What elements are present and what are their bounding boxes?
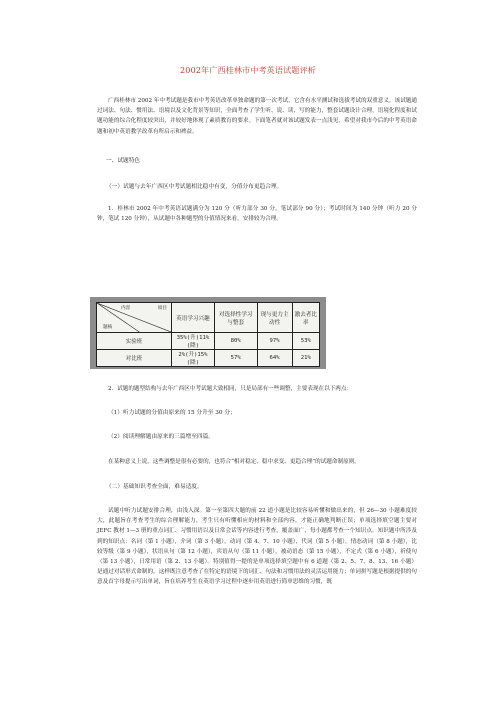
subsection-heading-1: （一）试题与去年广西区中考试题相比稳中有变，分值分布更趋合理。: [106, 184, 283, 190]
table-cell: 97%: [257, 333, 292, 350]
paragraph-score-distribution: 1．桂林市 2002 年中考英语试题满分为 120 分（听力部分 30 分，笔试部分 90 分）；考试时间为 140 分钟（听力 20 分钟，笔试 120 分钟），从试题中各种题型的分值情况来看，安排较为合理。: [97, 206, 417, 223]
table-row: [97, 350, 320, 367]
corner-right-label: 项目: [157, 306, 167, 311]
table-cell: 2%(升)15%(降): [172, 350, 215, 367]
table-header: 激去者比率: [292, 303, 319, 333]
paragraph-basic-knowledge: 试题中听力试题安排合理，由浅入深。第一至第四大题的前 22 道小题是比较容易听懂和做出来的，但 26—30 小题难度较大，此题旨在考查考生的综合理解能力，考生只有听懂相应的材料和全部内容，才能正确地判断正误；单项选择填空题主要对 JEFC 教材 1—3 册的重点词汇、习惯用语以及日常会话等内容进行考查，覆盖面广，每小题都考查一个知识点。知识题中所涉及到的知识点：名词（第 1 小题），介词（第 3 小题），动词（第 4、7、10 小题），代词（第 5 小题），情态动词（第 8 小题），比较等级（第 9 小题），状语从句（第 12 小题），宾语从句（第 11 小题），被动语态（第 15 小题），不定式（第 6 小题），祈使句（第 13 小题），日常用语（第 2、13 小题）。特别值得一提的是单项选择填空题中有 6 道题（第 2、5、7、8、13、16 小题）是通过对话形式命制的，这样既注意考查了在特定的语境下的词汇、句法和习惯用法的灵活运用能力；单词拼写题是根据提供的句意及首字母提示写出单词，旨在培养考生在英语学习过程中逐步用英语进行简单思维的习惯，既: [97, 508, 417, 586]
table-cell: 57%: [214, 350, 257, 367]
table-cell: 21%: [292, 350, 319, 367]
intro-paragraph: 广西桂林市 2002 年中考试题是我市中考英语改革单独命题的第一次考试，它含有水平测试和选拔考试的双重意义。该试题通过词法、句法、惯用法、语境以及文化背景等知识，全面考查了学生听、说、读、写的能力，整套试题设计合理，语境化程度和试题功能的综合化程度较突出，并较好地体现了素质教育的要求。下面笔者就对该试题发表一点浅见，希望对我市今后的中考英语命题和初中英语教学改革有所启示和裨益。: [97, 98, 417, 135]
table-cell: 64%: [257, 350, 292, 367]
table-cell: 35%(升)11%(降): [172, 333, 215, 350]
table-cell: 53%: [292, 333, 319, 350]
table-cell: 80%: [214, 333, 257, 350]
table-row-label: 对比班: [97, 350, 172, 367]
list-item-reading: （2）阅读理解题由原来的三篇增至四篇。: [108, 434, 214, 440]
list-item-listening: （1）听力试题的分值由原来的 15 分升至 30 分；: [108, 410, 236, 416]
comparison-table-image: [90, 297, 326, 369]
subsection-heading-2: （二）基础知识考查全面，难易适度。: [106, 484, 203, 490]
paragraph-structure: 2．试题的题型结构与去年广西区中考试题大致相同，只是局部有一些调整，主要表现在以下两点：: [108, 386, 353, 392]
paragraph-adjustment: 在某种意义上说，这些调整是很有必要的，也符合“相对稳定、稳中求变、更趋合理”的试题命制原则。: [108, 459, 360, 465]
table-header: 英语学习兴趣: [172, 303, 215, 333]
table-header: 现与更力主动性: [257, 303, 292, 333]
table-corner-cell: [97, 303, 172, 333]
table-row: [97, 333, 320, 350]
section-heading-1: 一、试题特色: [106, 158, 141, 164]
table-header: 对选择性学习与整套: [214, 303, 257, 333]
table-row-label: 实验班: [97, 333, 172, 350]
comparison-table: [96, 302, 320, 367]
corner-bottom-label: 题核: [103, 325, 113, 330]
corner-top-label: 内容: [121, 306, 131, 311]
document-title: 2002年广西桂林市中考英语试题评析: [180, 66, 316, 75]
